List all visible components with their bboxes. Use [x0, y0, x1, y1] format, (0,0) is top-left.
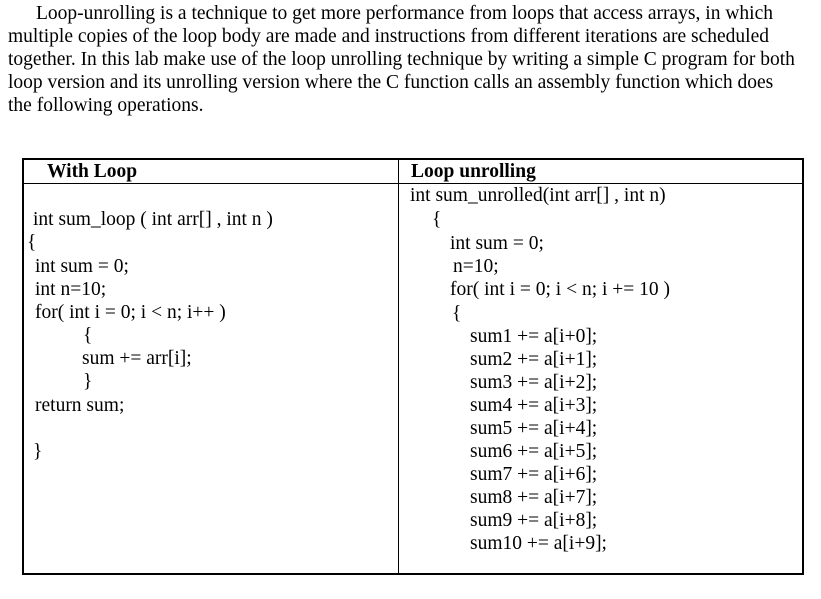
code-line: sum6 += a[i+5];	[470, 441, 598, 462]
code-line: sum7 += a[i+6];	[470, 464, 598, 485]
code-line: sum10 += a[i+9];	[470, 533, 607, 554]
code-line: int sum_unrolled(int arr[] , int n)	[410, 185, 666, 206]
header-loop-unrolling: Loop unrolling	[411, 161, 536, 182]
code-line: sum4 += a[i+3];	[470, 395, 598, 416]
code-line: for( int i = 0; i < n; i += 10 )	[450, 279, 671, 300]
header-divider-left	[24, 183, 398, 184]
code-line: sum5 += a[i+4];	[470, 418, 598, 439]
paragraph-line: loop version and its unrolling version where the C function calls an assembly function which does	[8, 72, 774, 93]
code-line: sum8 += a[i+7];	[470, 487, 598, 508]
paragraph-line: together. In this lab make use of the loop unrolling technique by writing a simple C program for both	[8, 49, 795, 70]
code-line: int sum = 0;	[35, 256, 129, 277]
code-line: {	[452, 303, 462, 324]
code-line: sum1 += a[i+0];	[470, 326, 598, 347]
code-line: {	[432, 209, 442, 230]
code-line: return sum;	[35, 395, 125, 416]
code-line: sum3 += a[i+2];	[470, 372, 598, 393]
header-with-loop: With Loop	[47, 161, 138, 182]
code-line: int n=10;	[35, 279, 107, 300]
code-line: {	[27, 232, 37, 253]
code-line: }	[83, 371, 93, 392]
code-line: n=10;	[453, 256, 499, 277]
paragraph-line: multiple copies of the loop body are made and instructions from different iterations are scheduled	[8, 26, 769, 47]
code-line: int sum_loop ( int arr[] , int n )	[33, 209, 273, 230]
code-line: for( int i = 0; i < n; i++ )	[35, 302, 226, 323]
code-line: }	[33, 441, 43, 462]
code-line: sum2 += a[i+1];	[470, 349, 598, 370]
code-comparison-table	[22, 158, 804, 575]
paragraph-line: Loop-unrolling is a technique to get more performance from loops that access arrays, in which	[36, 3, 773, 24]
code-line: sum9 += a[i+8];	[470, 510, 598, 531]
column-divider	[398, 160, 399, 573]
code-line: sum += arr[i];	[82, 348, 192, 369]
code-line: int sum = 0;	[450, 233, 544, 254]
intro-paragraph	[8, 2, 808, 117]
paragraph-line: the following operations.	[8, 95, 204, 116]
code-line: {	[83, 325, 93, 346]
